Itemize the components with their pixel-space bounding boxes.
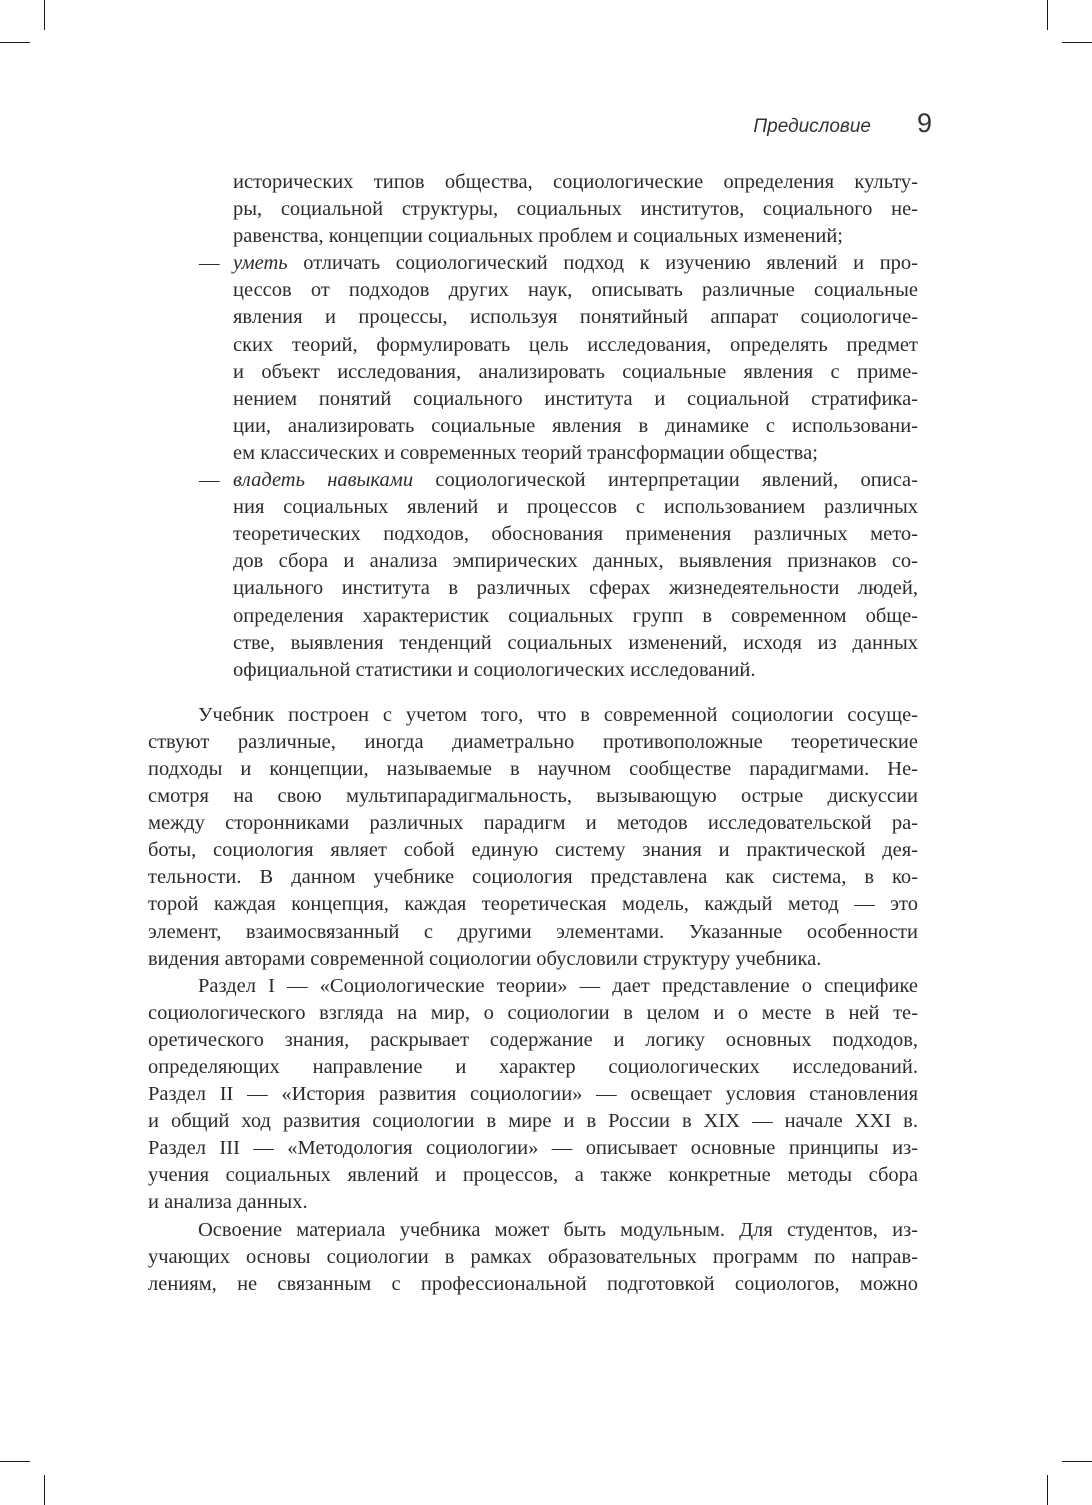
text-line: Учебник построен с учетом того, что в современной социологии сосуще- <box>198 703 918 726</box>
text-line: и объект исследования, анализировать социальные явления с приме- <box>233 360 918 383</box>
crop-mark <box>1047 0 1048 30</box>
text-line: официальной статистики и социологических исследований. <box>233 658 756 681</box>
list-dash: — <box>199 252 220 275</box>
text-line: стве, выявления тенденций социальных изменений, исходя из данных <box>233 631 918 654</box>
crop-mark <box>0 42 30 43</box>
crop-mark <box>0 1461 30 1462</box>
list-dash: — <box>199 469 220 492</box>
text-line: Раздел II — «История развития социологии» — освещает условия становления <box>148 1083 918 1106</box>
paragraph <box>148 702 918 973</box>
text-line: тельности. В данном учебнике социология представлена как система, в ко- <box>148 866 918 889</box>
page-number: 9 <box>916 108 932 138</box>
emphasis: владеть навыками <box>233 469 414 492</box>
running-header <box>753 108 932 142</box>
body-text <box>148 169 918 1298</box>
text-line: Освоение материала учебника может быть модульным. Для студентов, из- <box>198 1218 918 1241</box>
text-line: ствуют различные, иногда диаметрально противоположные теоретические <box>148 730 918 753</box>
text-line: торой каждая концепция, каждая теоретическая модель, каждый метод — это <box>148 893 918 916</box>
section-title: Предисловие <box>753 116 871 137</box>
crop-mark <box>1047 1475 1048 1505</box>
text-line: теоретических подходов, обоснования применения различных мето- <box>233 523 918 546</box>
text-line: исторических типов общества, социологические определения культу- <box>233 171 918 193</box>
text-line: боты, социология являет собой единую систему знания и практической дея- <box>148 839 918 862</box>
text-line: ры, социальной структуры, социальных институтов, социального не- <box>233 198 918 221</box>
paragraph <box>148 973 918 1217</box>
text-line: между сторонниками различных парадигм и методов исследовательской ра- <box>148 812 918 835</box>
text-line: видения авторами современной социологии обусловили структуру учебника. <box>148 947 822 970</box>
text-line: нением понятий социального института и социальной стратифика- <box>233 387 918 410</box>
paragraph-gap <box>148 684 918 702</box>
text-line: социологического взгляда на мир, о социологии в целом и о месте в ней те- <box>148 1001 918 1024</box>
text-line: равенства, концепции социальных проблем и социальных изменений; <box>233 225 843 248</box>
text-line: ских теорий, формулировать цель исследования, определять предмет <box>233 333 918 356</box>
text-line: и общий ход развития социологии в мире и в России в XIX — начале XXI в. <box>148 1110 918 1133</box>
text-line: дов сбора и анализа эмпирических данных, выявления признаков со- <box>233 550 918 573</box>
crop-mark <box>1062 42 1092 43</box>
crop-mark <box>44 1475 45 1505</box>
text-line: владеть навыками социологической интерпретации явлений, описа- <box>233 469 918 492</box>
text-line: и анализа данных. <box>148 1191 308 1214</box>
text-line: лениям, не связанным с профессиональной подготовкой социологов, можно <box>148 1272 918 1295</box>
text-line: Раздел I — «Социологические теории» — дает представление о специфике <box>198 974 918 997</box>
text-line: учения социальных явлений и процессов, а также конкретные методы сбора <box>148 1164 918 1187</box>
text-line: определяющих направление и характер социологических исследований. <box>148 1056 918 1078</box>
text-line: циального института в различных сферах жизнедеятельности людей, <box>233 577 918 600</box>
text-line: смотря на свою мультипарадигмальность, вызывающую острые дискуссии <box>148 785 918 808</box>
text-line: ции, анализировать социальные явления в динамике с использовани- <box>233 414 918 437</box>
text-line: уметь отличать социологический подход к изучению явлений и про- <box>233 252 918 275</box>
text-line: оретического знания, раскрывает содержание и логику основных подходов, <box>148 1028 918 1051</box>
text-line: подходы и концепции, называемые в научном сообществе парадигмами. Не- <box>148 757 918 780</box>
crop-mark <box>1062 1461 1092 1462</box>
emphasis: уметь <box>233 252 288 275</box>
text-line: учающих основы социологии в рамках образовательных программ по направ- <box>148 1245 918 1268</box>
text-line: явления и процессы, используя понятийный аппарат социологиче- <box>233 306 918 329</box>
text-line: ем классических и современных теорий трансформации общества; <box>233 441 818 464</box>
text-line: определения характеристик социальных групп в современном обще- <box>233 604 918 627</box>
text-line: элемент, взаимосвязанный с другими элементами. Указанные особенности <box>148 920 918 943</box>
text-line: цессов от подходов других наук, описывать различные социальные <box>233 279 918 302</box>
paragraph <box>148 1217 918 1298</box>
text-line: Раздел III — «Методология социологии» — описывает основные принципы из- <box>148 1137 918 1160</box>
text-line: ния социальных явлений и процессов с использованием различных <box>233 496 918 519</box>
crop-mark <box>44 0 45 30</box>
list-item <box>148 250 918 467</box>
list-item <box>148 467 918 684</box>
